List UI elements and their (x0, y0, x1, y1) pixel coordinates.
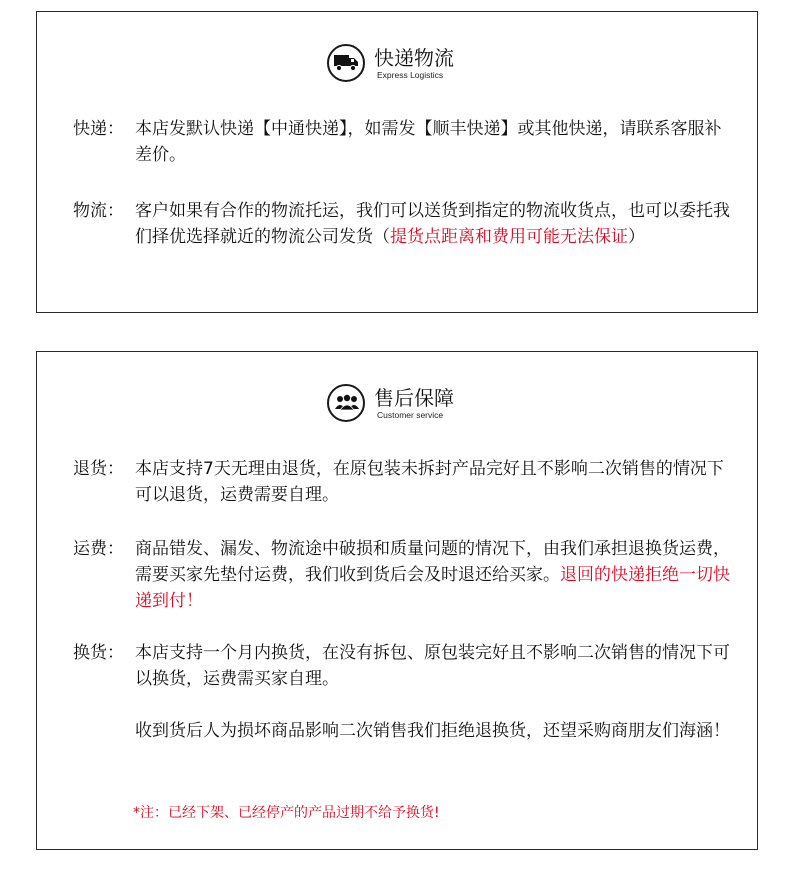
aftersales-subtitle: Customer service (377, 410, 444, 420)
damage-notice: 收到货后人为损坏商品影响二次销售我们拒绝退换货，还望采购商朋友们海涵！ (135, 721, 730, 741)
aftersales-header (37, 382, 757, 426)
logistics-warning: 提货点距离和费用可能无法保证 (390, 227, 628, 247)
shipping-header (37, 42, 757, 86)
logistics-label: 物流： (73, 201, 124, 221)
freight-text: 商品错发、漏发、物流途中破损和质量问题的情况下，由我们承担退换货运费，需要买家先垫付运费，我们收到货后会及时退还给买家。 (135, 539, 730, 585)
damage-paragraph (73, 718, 733, 744)
users-icon (327, 384, 365, 422)
freight-label: 运费： (73, 539, 124, 559)
aftersales-title: 售后保障 (374, 386, 454, 410)
express-label: 快递： (73, 119, 124, 139)
freight-paragraph (73, 536, 733, 614)
express-text: 本店发默认快递【中通快递】，如需发【顺丰快递】或其他快递，请联系客服补差价。 (135, 119, 722, 165)
express-paragraph (73, 116, 733, 168)
expiry-note: *注：已经下架、已经停产的产品过期不给予换货! (133, 805, 440, 821)
logistics-paragraph (73, 198, 733, 250)
aftersales-card (36, 351, 758, 850)
logistics-text-end: ） (628, 227, 645, 247)
shipping-card (36, 11, 758, 313)
freight-warning: 退回的快递拒绝一切快递到付！ (135, 565, 730, 611)
exchange-label: 换货： (73, 643, 124, 663)
returns-label: 退货： (73, 459, 124, 479)
returns-text: 本店支持7天无理由退货，在原包装未拆封产品完好且不影响二次销售的情况下可以退货，运费需要自理。 (135, 459, 724, 505)
shipping-subtitle: Express Logistics (377, 70, 444, 80)
logistics-text: 客户如果有合作的物流托运，我们可以送货到指定的物流收货点，也可以委托我们择优选择就近的物流公司发货（ (135, 201, 730, 247)
exchange-paragraph (73, 640, 733, 692)
truck-icon (327, 44, 365, 82)
shipping-title: 快递物流 (374, 46, 454, 70)
exchange-text: 本店支持一个月内换货，在没有拆包、原包装完好且不影响二次销售的情况下可以换货，运费需买家自理。 (135, 643, 730, 689)
returns-paragraph (73, 456, 733, 508)
